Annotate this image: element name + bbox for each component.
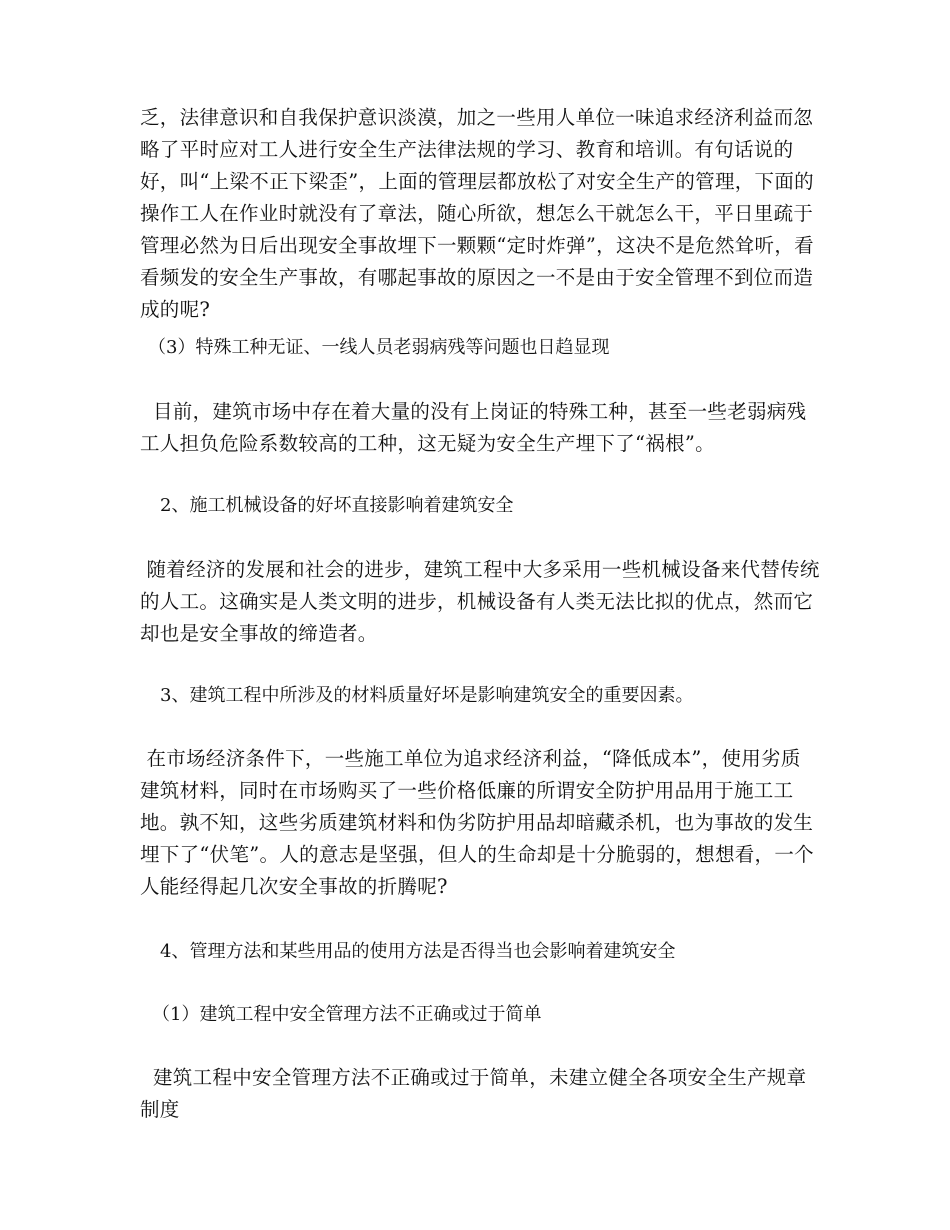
heading-management-methods: 4、管理方法和某些用品的使用方法是否得当也会影响着建筑安全: [160, 941, 676, 962]
paragraph-machinery: 随着经济的发展和社会的进步，建筑工程中大多采用一些机械设备来代替传统的人工。这确实是人类文明的进步，机械设备有人类无法比拟的优点，然而它却也是安全事故的缔造者。: [140, 558, 820, 645]
paragraph-materials: 在市场经济条件下，一些施工单位为追求经济利益，“降低成本”，使用劣质建筑材料，同时在市场购买了一些价格低廉的所谓安全防护用品用于施工工地。孰不知，这些劣质建筑材料和伪劣防护用品却暗藏杀机，也为事故的发生埋下了“伏笔”。人的意志是坚强，但人的生命却是十分脆弱的，想想看，一个人能经得起几次安全事故的折腾呢?: [140, 747, 814, 898]
paragraph-safety-awareness: 乏，法律意识和自我保护意识淡漠，加之一些用人单位一味追求经济利益而忽略了平时应对工人进行安全生产法律法规的学习、教育和培训。有句话说的好，叫“上梁不正下梁歪”，上面的管理层都放松了对安全生产的管理，下面的操作工人在作业时就没有了章法，随心所欲，想怎么干就怎么干，平日里疏于管理必然为日后出现安全事故埋下一颗颗“定时炸弹”，这决不是危然耸听，看看频发的安全生产事故，有哪起事故的原因之一不是由于安全管理不到位而造成的呢?: [140, 106, 814, 321]
heading-special-workers: （3）特殊工种无证、一线人员老弱病残等问题也日趋显现: [148, 337, 610, 358]
heading-materials: 3、建筑工程中所涉及的材料质量好坏是影响建筑安全的重要因素。: [160, 685, 694, 706]
paragraph-management-too-simple: 建筑工程中安全管理方法不正确或过于简单，未建立健全各项安全生产规章制度: [140, 1066, 807, 1121]
heading-machinery: 2、施工机械设备的好坏直接影响着建筑安全: [160, 495, 514, 516]
paragraph-special-workers: 目前，建筑市场中存在着大量的没有上岗证的特殊工种，甚至一些老弱病残工人担负危险系数较高的工种，这无疑为安全生产埋下了“祸根”。: [140, 400, 807, 455]
heading-management-too-simple: （1）建筑工程中安全管理方法不正确或过于简单: [152, 1004, 542, 1025]
